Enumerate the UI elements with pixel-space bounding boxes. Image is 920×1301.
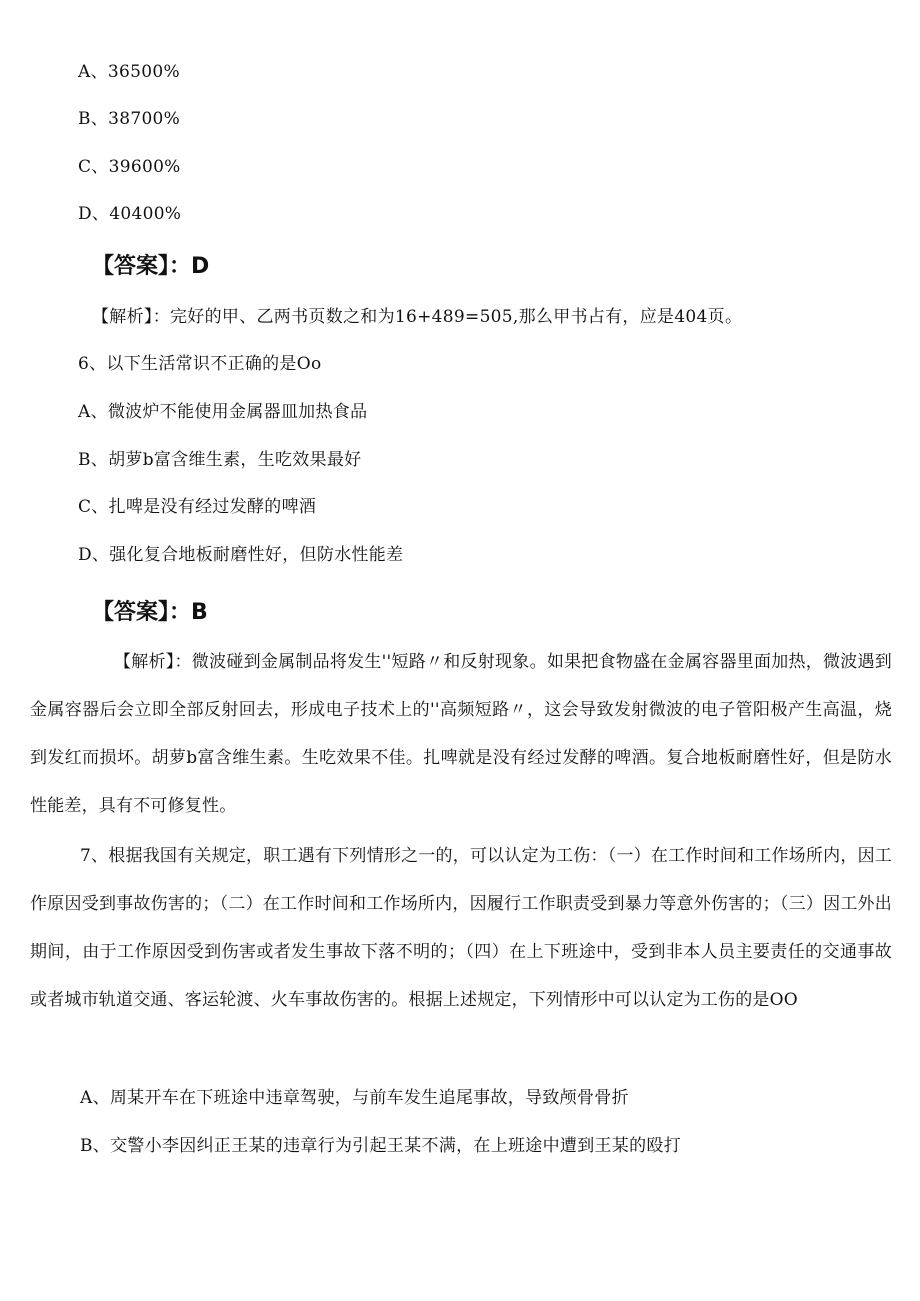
- q6-option-b: B、胡萝b富含维生素，生吃效果最好: [78, 450, 362, 470]
- q5-option-a: A、36500%: [78, 62, 180, 82]
- q6-analysis: 【解析】：微波碰到金属制品将发生''短路〃和反射现象。如果把食物盛在金属容器里面加热，微波遇到金属容器后会立即全部反射回去，形成电子技术上的''高频短路〃，这会导致发射微波的电子管阳极产生高温，烧到发红而损坏。胡萝b富含维生素。生吃效果不佳。扎啤就是没有经过发酵的啤酒。复合地板耐磨性好，但是防水性能差，具有不可修复性。: [30, 652, 892, 816]
- q5-option-c: C、39600%: [78, 157, 181, 177]
- q5-analysis: 【解析】：完好的甲、乙两书页数之和为16+489=505,那么甲书占有，应是404页。: [92, 307, 743, 327]
- q6-option-a: A、微波炉不能使用金属器皿加热食品: [78, 402, 368, 422]
- q7-option-a: A、周某开车在下班途中违章驾驶，与前车发生追尾事故，导致颅骨骨折: [80, 1088, 629, 1108]
- q7-question: 7、根据我国有关规定，职工遇有下列情形之一的，可以认定为工伤：（一）在工作时间和工作场所内，因工作原因受到事故伤害的；（二）在工作时间和工作场所内，因履行工作职责受到暴力等意外伤害的；（三）因工外出期间，由于工作原因受到伤害或者发生事故下落不明的；（四）在上下班途中，受到非本人员主要责任的交通事故或者城市轨道交通、客运轮渡、火车事故伤害的。根据上述规定，下列情形中可以认定为工伤的是OO: [30, 846, 892, 1010]
- q5-answer: 【答案】：D: [92, 254, 210, 279]
- q6-answer: 【答案】：B: [92, 600, 208, 625]
- q6-question: 6、以下生活常识不正确的是Oo: [78, 354, 322, 374]
- q5-option-d: D、40400%: [78, 204, 182, 224]
- q6-option-c: C、扎啤是没有经过发酵的啤酒: [78, 497, 317, 517]
- q5-option-b: B、38700%: [78, 109, 181, 129]
- q6-option-d: D、强化复合地板耐磨性好，但防水性能差: [78, 545, 404, 565]
- q7-option-b: B、交警小李因纠正王某的违章行为引起王某不满，在上班途中遭到王某的殴打: [80, 1136, 681, 1156]
